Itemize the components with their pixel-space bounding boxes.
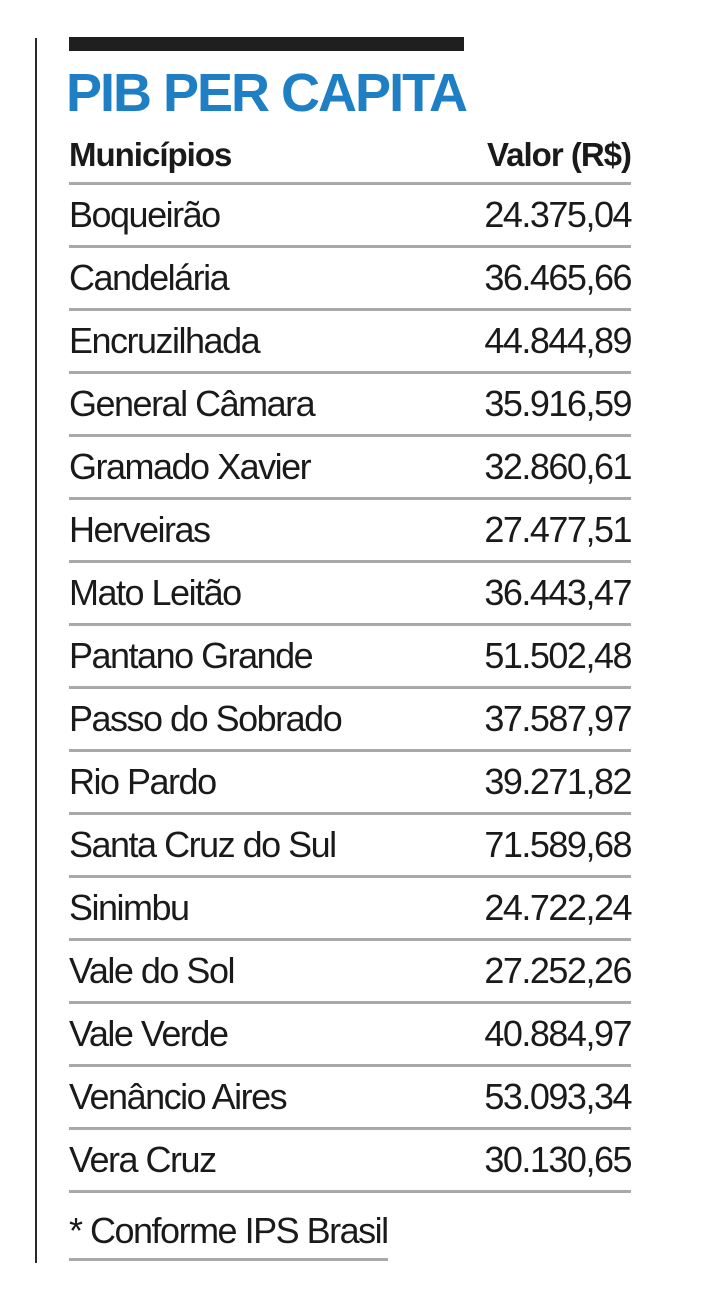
municipio-name: Encruzilhada — [69, 320, 260, 361]
municipio-value: 44.844,89 — [484, 320, 631, 361]
municipio-name: General Câmara — [69, 383, 315, 424]
table-row — [69, 878, 631, 941]
municipio-value: 71.589,68 — [484, 824, 631, 865]
municipio-name: Gramado Xavier — [69, 446, 311, 487]
municipio-name: Mato Leitão — [69, 572, 241, 613]
table-row — [69, 689, 631, 752]
table-row — [69, 1067, 631, 1130]
municipio-value: 40.884,97 — [484, 1013, 631, 1054]
footnote: * Conforme IPS Brasil — [69, 1206, 388, 1261]
table-row — [69, 185, 631, 248]
municipio-name: Vera Cruz — [69, 1139, 216, 1180]
municipio-name: Boqueirão — [69, 194, 220, 235]
municipio-name: Herveiras — [69, 509, 210, 550]
table-row — [69, 248, 631, 311]
municipio-name: Vale Verde — [69, 1013, 228, 1054]
municipio-value: 53.093,34 — [484, 1076, 631, 1117]
municipio-value: 36.465,66 — [484, 257, 631, 298]
table-row — [69, 1130, 631, 1193]
municipio-name: Santa Cruz do Sul — [69, 824, 336, 865]
municipio-name: Passo do Sobrado — [69, 698, 342, 739]
municipio-value: 51.502,48 — [484, 635, 631, 676]
municipio-value: 32.860,61 — [484, 446, 631, 487]
municipio-name: Pantano Grande — [69, 635, 313, 676]
table-row — [69, 752, 631, 815]
table-row — [69, 941, 631, 1004]
municipio-name: Rio Pardo — [69, 761, 216, 802]
header-valor: Valor (R$) — [486, 136, 631, 173]
table-row — [69, 374, 631, 437]
table-row — [69, 1004, 631, 1067]
municipio-name: Sinimbu — [69, 887, 189, 928]
table-row — [69, 311, 631, 374]
municipio-value: 35.916,59 — [484, 383, 631, 424]
table-row — [69, 626, 631, 689]
table-row — [69, 815, 631, 878]
municipio-name: Vale do Sol — [69, 950, 234, 991]
municipio-value: 24.722,24 — [484, 887, 631, 928]
municipio-value: 27.252,26 — [484, 950, 631, 991]
municipio-value: 24.375,04 — [484, 194, 631, 235]
municipio-value: 30.130,65 — [484, 1139, 631, 1180]
table-row — [69, 500, 631, 563]
municipio-value: 39.271,82 — [484, 761, 631, 802]
municipio-value: 37.587,97 — [484, 698, 631, 739]
municipio-value: 36.443,47 — [484, 572, 631, 613]
municipio-name: Venâncio Aires — [69, 1076, 287, 1117]
table-body — [69, 185, 631, 1193]
title-top-bar — [69, 37, 464, 51]
page-title: PIB PER CAPITA — [66, 63, 467, 123]
data-table — [69, 128, 631, 1193]
table-header-row — [69, 128, 631, 185]
municipio-name: Candelária — [69, 257, 229, 298]
table-row — [69, 563, 631, 626]
table-row — [69, 437, 631, 500]
municipio-value: 27.477,51 — [484, 509, 631, 550]
header-municipios: Municípios — [69, 136, 232, 173]
left-vertical-rule — [35, 38, 37, 1263]
